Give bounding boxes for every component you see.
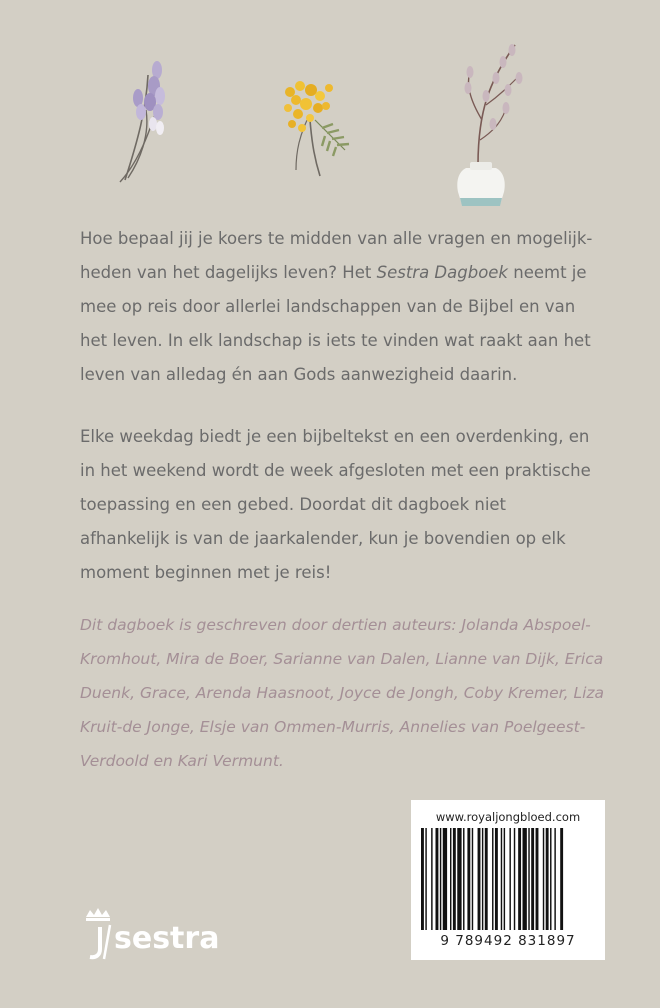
barcode-bar — [554, 828, 555, 930]
blurb-paragraph-1: Hoe bepaal jij je koers te midden van alle vragen en mogelijk-heden van het dagelijks leven? Het Sestra Dagboek neemt je mee op reis door allerlei landschappen van de Bijbel en van het leven. In elk landschap is iets te vinden wat raakt aan het leven van alledag én aan Gods aanwezigheid daarin. — [80, 229, 593, 384]
back-cover-blurb — [80, 222, 600, 618]
barcode-bar — [518, 828, 521, 930]
isbn-number: 9 789492 831897 — [440, 933, 576, 949]
barcode-bar — [560, 828, 563, 930]
barcode-bar — [436, 828, 439, 930]
barcode-bar — [453, 828, 456, 930]
barcode-bar — [450, 828, 451, 930]
barcode-bar — [495, 828, 498, 930]
logo-wordmark: sestra — [114, 921, 220, 956]
barcode-bar — [523, 828, 527, 930]
barcode-bar — [531, 828, 534, 930]
illustrations — [0, 0, 660, 220]
barcode-panel — [411, 800, 605, 960]
willow-vase-illustration — [457, 44, 522, 206]
barcode-bar — [472, 828, 473, 930]
barcode-bar — [485, 828, 488, 930]
barcode-bar — [443, 828, 447, 930]
barcode-bar — [467, 828, 470, 930]
lavender-illustration — [120, 61, 165, 182]
mimosa-illustration — [284, 81, 349, 176]
barcode-bar — [478, 828, 481, 930]
barcode-bar — [514, 828, 515, 930]
barcode-bar — [550, 828, 551, 930]
barcode-bar — [457, 828, 461, 930]
barcode-bar — [482, 828, 483, 930]
publisher-url: www.royaljongbloed.com — [435, 810, 581, 824]
barcode-bar — [509, 828, 510, 930]
barcode-bar — [425, 828, 426, 930]
barcode-bar — [421, 828, 424, 930]
barcode-bar — [492, 828, 493, 930]
barcode-bar — [528, 828, 529, 930]
barcode-bar — [536, 828, 539, 930]
authors-paragraph: Dit dagboek is geschreven door dertien auteurs: Jolanda Abspoel-Kromhout, Mira de Boer, Sarianne van Dalen, Lianne van Dijk, Erica Duenk, Grace, Arenda Haasnoot, Joyce de Jongh, Coby Kremer, Liza Kruit-de Jonge, Elsje van Ommen-Murris, Annelies van Poelgeest-Verdoold en Kari Vermunt. — [80, 616, 605, 770]
blurb-paragraph-2: Elke weekdag biedt je een bijbeltekst en een overdenking, en in het weekend wordt de week afgesloten met een praktische toepassing en een gebed. Doordat dit dagboek niet afhankelijk is van de jaarkalender, kun je bovendien op elk moment beginnen met je reis! — [80, 427, 591, 582]
book-title: Sestra Dagboek — [376, 263, 508, 282]
barcode-bar — [501, 828, 502, 930]
publisher-logo — [80, 905, 250, 965]
barcode-bar — [504, 828, 505, 930]
barcode-bar — [546, 828, 549, 930]
barcode-bar — [463, 828, 464, 930]
barcode-bar — [431, 828, 432, 930]
barcode-bar — [543, 828, 544, 930]
barcode-bar — [440, 828, 441, 930]
